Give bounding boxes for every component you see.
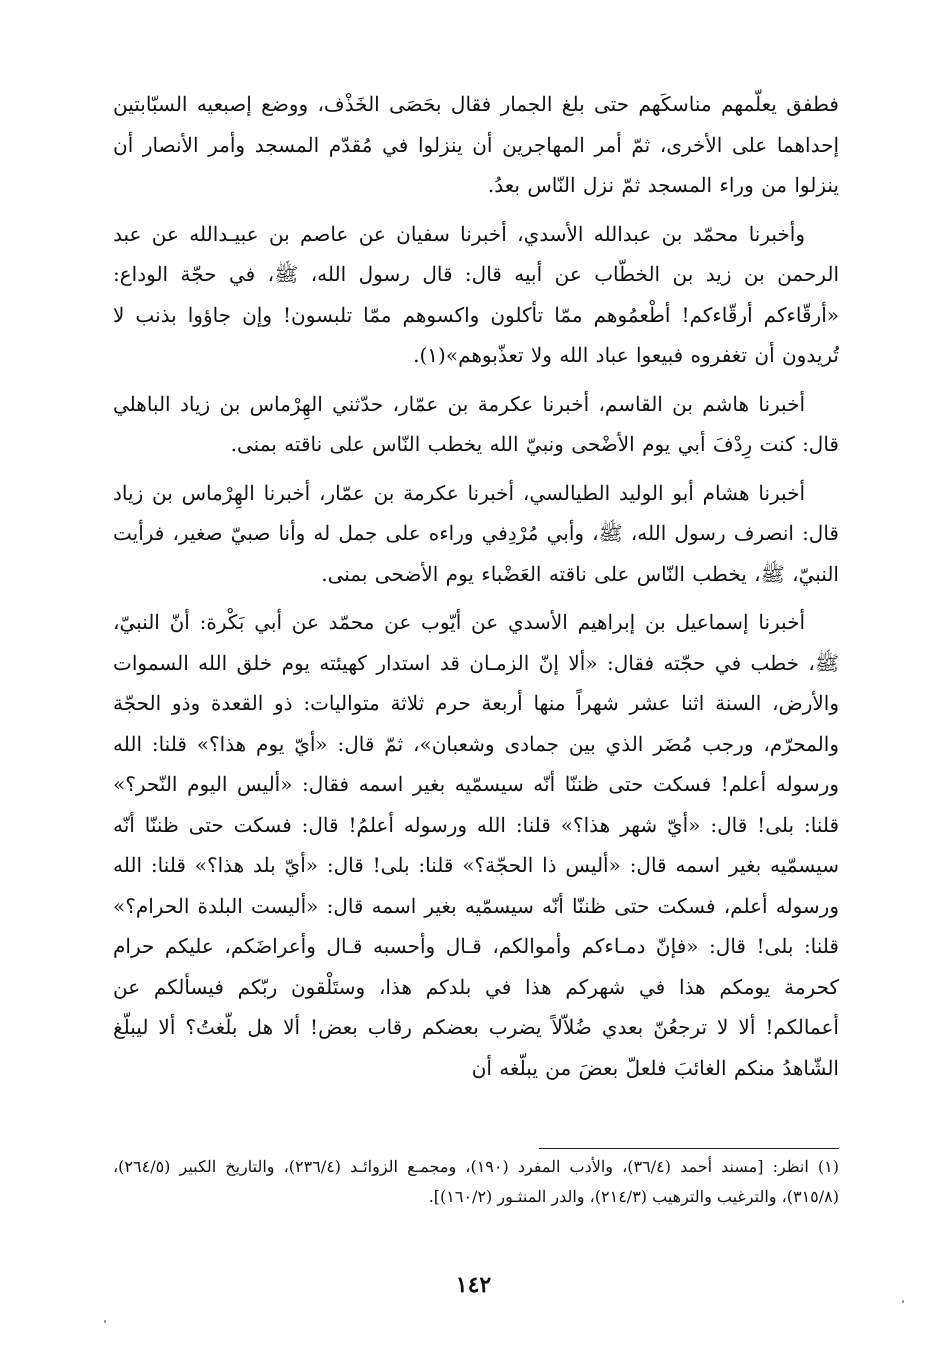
paragraph-5: أخبرنا إسماعيل بن إبراهيم الأسدي عن أيّوب عن محمّد عن أبي بَكْرة: أنّ النبيّ، ﷺ، خطب في حجّته فقال: «ألا إنّ الزمـان قد استدار كهيئته يوم خلق الله السموات والأرض، السنة اثنا عشر شهراً منها أربعة حرم ثلاثة متواليات: ذو القعدة وذو الحجّة والمحرّم، ورجب مُضَر الذي بين جمادى وشعبان»، ثمّ قال: «أيّ يوم هذا؟» قلنا: الله ورسوله أعلم! فسكت حتى ظننّا أنّه سيسمّيه بغير اسمه فقال: «أليس اليوم النّحر؟» قلنا: بلى! قال: «أيّ شهر هذا؟» قلنا: الله ورسوله أعلمُ! قال: فسكت حتى ظننّا أنّه سيسمّيه بغير اسمه قال: «أليس ذا الحجّة؟» قلنا: بلى! قال: «أيّ بلد هذا؟» قلنا: الله ورسوله أعلم، فسكت حتى ظننّا أنّه سيسمّيه بغير اسمه قال: «أليست البلدة الحرام؟» قلنا: بلى! قال: «فإنّ دمـاءكم وأموالكم، قـال وأحسبه قـال وأعراضَكم، عليكم حرام كحرمة يومكم هذا في شهركم هذا في بلدكم هذا، وستَلْقون ربّكم فيسألكم عن أعمالكم! ألا لا ترجعُنّ بعدي ضُلاّلاً يضرب بعضكم رقاب بعض! ألا هل بلّغتُ؟ ألا ليبلّغ الشّاهدُ منكم الغائبَ فلعلّ بعضَ من يبلّغه أن — [113, 610, 839, 1080]
footnote-1: (١) انظر: [مسند أحمد (٣٦/٤)، والأدب المفرد (١٩٠)، ومجمـع الزوائـد (٢٣٦/٤)، والتاريخ الكبير (٢٦٤/٥)، (٣١٥/٨)، والترغيب والترهيب (٢١٤/٣)، والدر المنثـور (١٦٠/٢)]. — [113, 1157, 839, 1206]
main-text — [113, 84, 839, 1144]
scan-speck — [104, 1320, 106, 1323]
paragraph-1: فطفق يعلّمهم مناسكَهم حتى بلغ الجمار فقال بحَصَى الخَذْف، ووضع إصبعيه السبّابتين إحداهما على الأخرى، ثمّ أمر المهاجرين أن ينزلوا في مُقدّم المسجد وأمر الأنصار أن ينزلوا من وراء المسجد ثمّ نزل النّاس بعدُ. — [113, 92, 839, 197]
scan-speck — [902, 1300, 904, 1303]
paragraph-3: أخبرنا هاشم بن القاسم، أخبرنا عكرمة بن عمّار، حدّثني الهِرْماس بن زياد الباهلي قال: كنت رِدْفَ أبي يوم الأضْحى ونبيّ الله يخطب النّاس على ناقته بمنى. — [113, 391, 839, 456]
paragraph-2: وأخبرنا محمّد بن عبدالله الأسدي، أخبرنا سفيان عن عاصم بن عبيـدالله عن عبد الرحمن بن زيد بن الخطّاب عن أبيه قال: قال رسول الله، ﷺ، في حجّة الوداع: «أرقّاءكم أرقّاءكم! أطْعمُوهم ممّا تأكلون واكسوهم ممّا تلبسون! وإن جاؤوا بذنب لا تُريدون أن تغفروه فبيعوا عباد الله ولا تعذّبوهم»(١). — [113, 221, 839, 367]
page-number: ١٤٢ — [455, 1272, 492, 1298]
paragraph-4: أخبرنا هشام أبو الوليد الطيالسي، أخبرنا عكرمة بن عمّار، أخبرنا الهِرْماس بن زياد قال: انصرف رسول الله، ﷺ، وأبي مُرْدِفي وراءه على جمل له وأنا صبيّ صغير، فرأيت النبيّ، ﷺ، يخطب النّاس على ناقته العَضْباء يوم الأضحى بمنى. — [113, 480, 839, 586]
footnote-divider — [539, 1148, 839, 1149]
footnotes — [113, 1152, 839, 1212]
